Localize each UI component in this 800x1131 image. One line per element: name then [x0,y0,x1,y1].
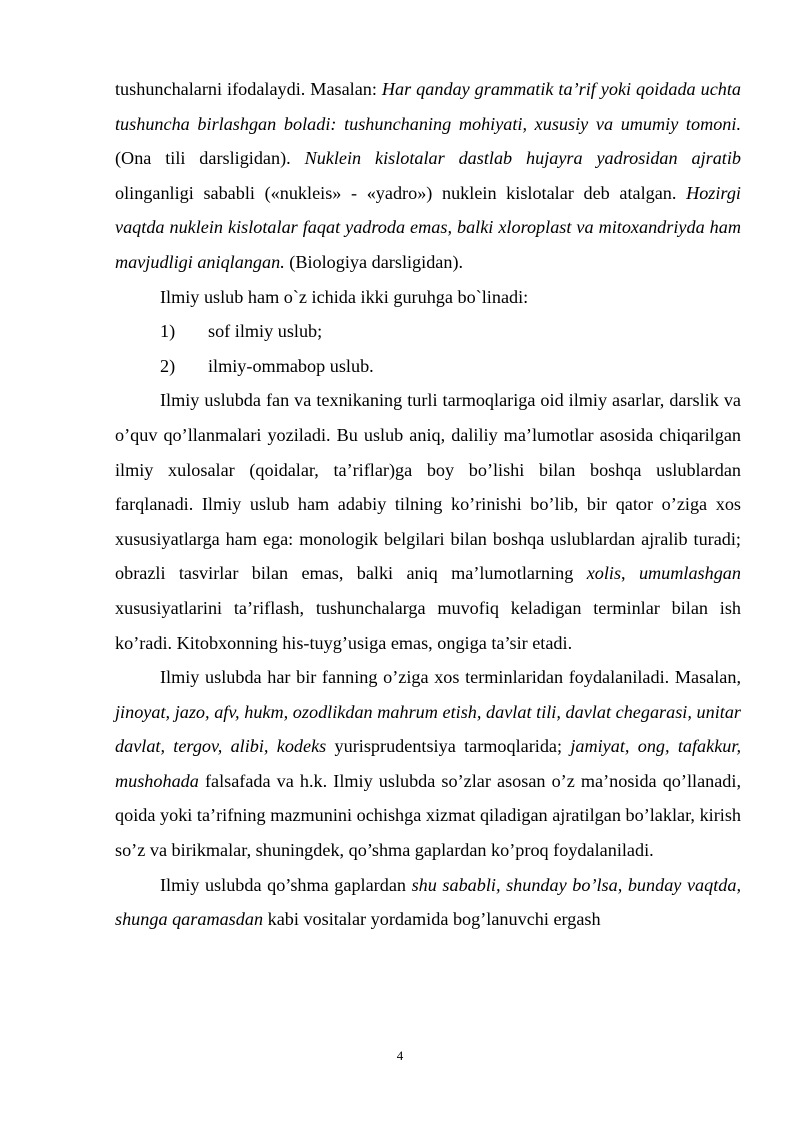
paragraph-4 [115,660,741,868]
italic-text: xolis [586,563,622,584]
text-run: kabi vositalar yordamida bog’lanuvchi ergash [263,909,601,930]
document-page [115,72,741,937]
italic-text: Nuklein kislotalar dastlab hujayra yadrosidan ajratib [304,148,741,169]
text-run: xususiyatlarini ta’riflash, tushunchalarga muvofiq keladigan terminlar bilan ish ko’radi. Kitobxonning his-tuyg’usiga emas, ongiga ta’sir etadi. [115,597,741,653]
paragraph-3 [115,383,741,660]
italic-text: Har qanday grammatik ta’rif yoki qoidada uchta tushuncha birlashgan boladi: tushunchaning mohiyati, xususiy va umumiy tomoni. [115,79,742,134]
text-run: falsafada va h.k. Ilmiy uslubda so’zlar asosan o’z ma’nosida qo’llanadi, qoida yoki ta’rifning mazmunini ochishga xizmat qiladigan ajratilgan bo’laklar, kirish so’z va birikmalar, shuningdek, qo’shma gaplardan ko’proq foydalaniladi. [115,770,741,861]
paragraph-2 [115,280,741,315]
list-item-number: 1) [160,321,176,342]
text-run: (Biologiya darsligidan). [284,251,464,272]
list-item [160,349,741,384]
italic-text: umumlashgan [638,563,741,584]
italic-text: Hozirgi vaqtda nuklein kislotalar faqat yadroda emas, balki xloroplast va mitoxandriyda ham mavjudligi aniqlangan. [115,182,741,272]
paragraph-5 [115,868,741,937]
text-run: Ilmiy uslub ham o`z ichida ikki guruhga bo`linadi: [160,286,529,307]
italic-text: jamiyat, ong, tafakkur, mushohada [115,736,741,791]
list-item [160,314,741,349]
italic-text: shu sababli, shunday bo’lsa, bunday vaqtda, shunga qaramasdan [115,874,741,930]
text-run: Ilmiy uslubda har bir fanning o’ziga xos terminlaridan foydalaniladi. Masalan, [160,667,741,688]
text-run: , [621,563,639,584]
paragraph-1 [115,72,741,280]
text-run: Ilmiy uslubda fan va texnikaning turli tarmoqlariga oid ilmiy asarlar, darslik va o’quv qo’llanmalari yoziladi. Bu uslub aniq, daliliy ma’lumotlar asosida chiqarilgan ilmiy xulosalar (qoidalar, ta’riflar)ga boy bo’lishi bilan boshqa uslublardan farqlanadi. Ilmiy uslub ham adabiy tilning ko’rinishi bo’lib, bir qator o’ziga xos xususiyatlarga ham ega: monologik belgilari bilan boshqa uslublardan ajralib turadi; obrazli tasvirlar bilan emas, balki aniq ma’lumotlarning [115,390,741,584]
text-run: yurisprudentsiya tarmoqlarida; [326,736,571,757]
text-run: tushunchalarni ifodalaydi. Masalan: [115,79,382,99]
text-run: (Ona tili darsligidan). [115,148,305,169]
list-item-text: sof ilmiy uslub; [208,321,323,342]
list-item-text: ilmiy-ommabop uslub. [208,355,374,376]
page-number: 4 [396,1048,404,1063]
text-run: Ilmiy uslubda qo’shma gaplardan [160,874,412,895]
text-run: olinganligi sababli («nukleis» - «yadro») nuklein kislotalar deb atalgan. [115,182,687,203]
list-item-number: 2) [160,355,176,376]
italic-text: jinoyat, jazo, afv, hukm, ozodlikdan mahrum etish, davlat tili, davlat chegarasi, unitar davlat, tergov, alibi, kodeks [115,701,741,757]
